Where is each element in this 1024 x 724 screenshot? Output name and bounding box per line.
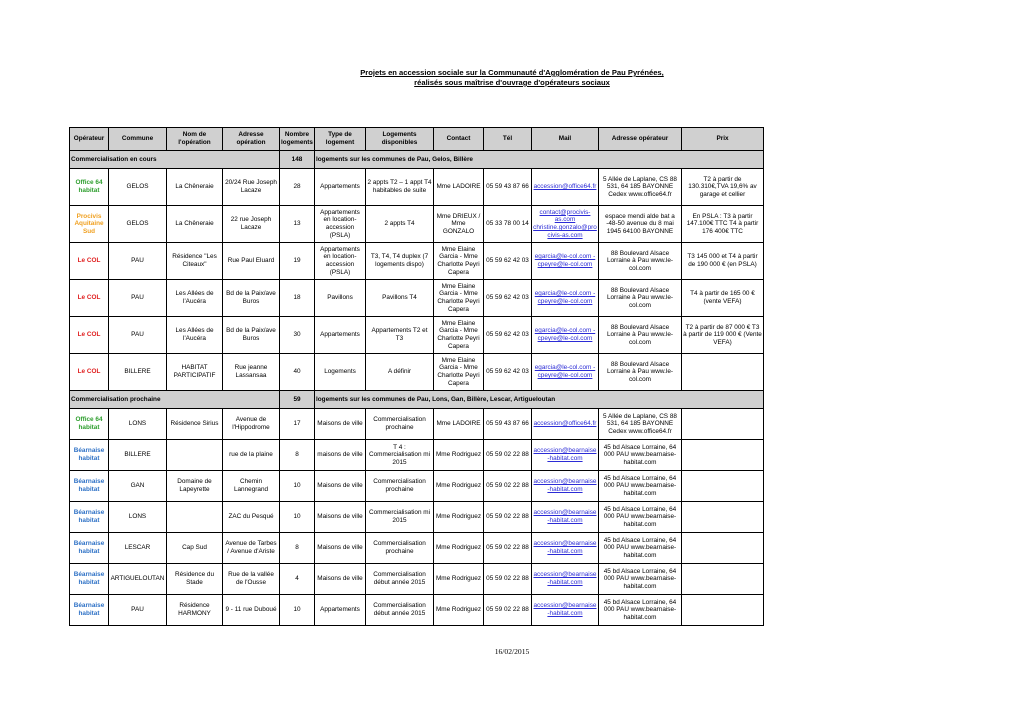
operator-cell: Béarnaise habitat [70,471,109,502]
dispo-cell: T3, T4, T4 duplex (7 logements dispo) [366,243,434,280]
contact-cell: Mme LADOIRE [434,169,484,206]
section-count: 148 [280,151,315,169]
contact-cell: Mme Rodriguez [434,564,484,595]
adresse-cell: Bd de la Paix/ave Buros [223,280,280,317]
nb-cell: 10 [280,471,315,502]
type-cell: Appartements en location-accession (PSLA) [315,206,366,243]
adresse-cell: Avenue de Tarbes / Avenue d'Ariste [223,533,280,564]
column-header: Prix [682,128,764,151]
commune-cell: PAU [109,243,167,280]
column-header: Commune [109,128,167,151]
contact-cell: Mme Rodriguez [434,440,484,471]
email-link[interactable]: accession@office64.fr [532,409,599,440]
contact-cell: Mme Elaine Garcia - Mme Charlotte Peyri Capera [434,280,484,317]
email-link[interactable]: accession@bearnaise-habitat.com [532,471,599,502]
tel-cell: 05 59 43 87 66 [484,409,532,440]
adresse-cell: Chemin Lannegrand [223,471,280,502]
type-cell: Maisons de ville [315,533,366,564]
contact-cell: Mme DRIEUX / Mme GONZALO [434,206,484,243]
dispo-cell: Commercialisation prochaine [366,471,434,502]
type-cell: Maisons de ville [315,409,366,440]
section-label: Commercialisation en cours [70,151,280,169]
dispo-cell: A définir [366,354,434,391]
tel-cell: 05 59 62 42 03 [484,354,532,391]
type-cell: Maisons de ville [315,471,366,502]
tel-cell: 05 59 43 87 66 [484,169,532,206]
projects-table [69,127,764,626]
section-label: Commercialisation prochaine [70,391,280,409]
tel-cell: 05 59 02 22 88 [484,502,532,533]
table-row [70,206,764,243]
nb-cell: 28 [280,169,315,206]
email-link[interactable]: accession@bearnaise-habitat.com [532,502,599,533]
nom-cell: Les Allées de l'Aucéra [167,280,223,317]
type-cell: Maisons de ville [315,564,366,595]
adr-op-cell: 45 bd Alsace Lorraine, 64 000 PAU www.bearnaise-habitat.com [599,595,682,626]
adresse-cell: Rue jeanne Lassansaa [223,354,280,391]
adr-op-cell: 88 Boulevard Alsace Lorraine à Pau www.le-col.com [599,354,682,391]
commune-cell: PAU [109,280,167,317]
tel-cell: 05 59 62 42 03 [484,243,532,280]
email-link[interactable]: egarcia@le-col.com - cpeyre@le-col.com [532,354,599,391]
operator-cell: Le COL [70,243,109,280]
contact-cell: Mme Rodriguez [434,502,484,533]
tel-cell: 05 33 78 00 14 [484,206,532,243]
footer-date: 16/02/2015 [494,647,530,656]
adr-op-cell: 45 bd Alsace Lorraine, 64 000 PAU www.bearnaise-habitat.com [599,564,682,595]
table-row [70,533,764,564]
adr-op-cell: 88 Boulevard Alsace Lorraine à Pau www.le-col.com [599,317,682,354]
operator-cell: Le COL [70,280,109,317]
nom-cell: Les Allées de l'Aucéra [167,317,223,354]
type-cell: Appartements [315,169,366,206]
nb-cell: 10 [280,502,315,533]
title-line-2: réalisés sous maîtrise d'ouvrage d'opérateurs sociaux [414,78,610,87]
table-row [70,317,764,354]
adr-op-cell: 45 bd Alsace Lorraine, 64 000 PAU www.bearnaise-habitat.com [599,502,682,533]
email-link[interactable]: accession@bearnaise-habitat.com [532,564,599,595]
column-header: Mail [532,128,599,151]
section-note: logements sur les communes de Pau, Lons, Gan, Billère, Lescar, Artigueloutan [315,391,764,409]
prix-cell: T2 à partir de 87 000 € T3 à partir de 119 000 € (Vente VEFA) [682,317,764,354]
adresse-cell: ZAC du Pesqué [223,502,280,533]
adr-op-cell: 5 Allée de Laplane, CS 88 531, 64 185 BAYONNE Cedex www.office64.fr [599,169,682,206]
dispo-cell: Commercialisation prochaine [366,409,434,440]
adr-op-cell: espace mendi alde bat a -48-50 avenue du 8 mai 1945 64100 BAYONNE [599,206,682,243]
email-link[interactable]: accession@bearnaise-habitat.com [532,533,599,564]
commune-cell: PAU [109,317,167,354]
commune-cell: PAU [109,595,167,626]
commune-cell: ARTIGUELOUTAN [109,564,167,595]
tel-cell: 05 59 02 22 88 [484,533,532,564]
nom-cell: La Chêneraie [167,206,223,243]
type-cell: maisons de ville [315,440,366,471]
operator-cell: Office 64 habitat [70,169,109,206]
nom-cell [167,502,223,533]
dispo-cell: Commercialisation début année 2015 [366,595,434,626]
title-line-1: Projets en accession sociale sur la Communauté d'Agglomération de Pau Pyrénées, [360,68,664,77]
nb-cell: 4 [280,564,315,595]
table-row [70,502,764,533]
column-header: Tél [484,128,532,151]
prix-cell: T2 à partir de 130.310€,TVA 19,6% av garage et cellier [682,169,764,206]
email-link[interactable]: accession@office64.fr [532,169,599,206]
nb-cell: 10 [280,595,315,626]
prix-cell: T3 145 000 et T4 à partir de 190 000 € (en PSLA) [682,243,764,280]
table-row [70,471,764,502]
prix-cell [682,595,764,626]
adresse-cell: Rue Paul Eluard [223,243,280,280]
operator-cell: Béarnaise habitat [70,564,109,595]
nb-cell: 17 [280,409,315,440]
nom-cell: Cap Sud [167,533,223,564]
dispo-cell: Appartements T2 et T3 [366,317,434,354]
operator-cell: Procivis Aquitaine Sud [70,206,109,243]
contact-cell: Mme Rodriguez [434,533,484,564]
tel-cell: 05 59 62 42 03 [484,280,532,317]
document-title [0,68,1024,88]
section-row [70,391,764,409]
adr-op-cell: 45 bd Alsace Lorraine, 64 000 PAU www.bearnaise-habitat.com [599,533,682,564]
adr-op-cell: 45 bd Alsace Lorraine, 64 000 PAU www.bearnaise-habitat.com [599,440,682,471]
email-link[interactable]: accession@bearnaise-habitat.com [532,595,599,626]
email-link[interactable]: egarcia@le-col.com - cpeyre@le-col.com [532,317,599,354]
nb-cell: 30 [280,317,315,354]
tel-cell: 05 59 02 22 88 [484,471,532,502]
dispo-cell: Commercialisation mi 2015 [366,502,434,533]
column-header: Nom de l'opération [167,128,223,151]
contact-cell: Mme Elaine Garcia - Mme Charlotte Peyri Capera [434,354,484,391]
operator-cell: Le COL [70,317,109,354]
adr-op-cell: 45 bd Alsace Lorraine, 64 000 PAU www.bearnaise-habitat.com [599,471,682,502]
commune-cell: BILLERE [109,354,167,391]
nb-cell: 19 [280,243,315,280]
section-note: logements sur les communes de Pau, Gelos, Billère [315,151,764,169]
column-header: Logements disponibles [366,128,434,151]
type-cell: Appartements [315,595,366,626]
nom-cell: Domaine de Lapeyrette [167,471,223,502]
nom-cell: Résidence Sirius [167,409,223,440]
dispo-cell: Commercialisation début année 2015 [366,564,434,595]
table-row [70,243,764,280]
type-cell: Appartements en location-accession (PSLA) [315,243,366,280]
adr-op-cell: 88 Boulevard Alsace Lorraine à Pau www.le-col.com [599,243,682,280]
dispo-cell: 2 appts T4 [366,206,434,243]
column-header: Type de logement [315,128,366,151]
nb-cell: 8 [280,440,315,471]
adresse-cell: Avenue de l'Hippodrome [223,409,280,440]
table-header [70,128,764,151]
nom-cell [167,440,223,471]
type-cell: Maisons de ville [315,502,366,533]
nb-cell: 40 [280,354,315,391]
tel-cell: 05 59 02 22 88 [484,595,532,626]
commune-cell: GELOS [109,206,167,243]
prix-cell [682,502,764,533]
adr-op-cell: 88 Boulevard Alsace Lorraine à Pau www.le-col.com [599,280,682,317]
contact-cell: Mme LADOIRE [434,409,484,440]
nom-cell: Résidence du Stade [167,564,223,595]
table-row [70,440,764,471]
commune-cell: BILLERE [109,440,167,471]
prix-cell [682,471,764,502]
column-header: Adresse opérateur [599,128,682,151]
adresse-cell: rue de la plaine [223,440,280,471]
operator-cell: Office 64 habitat [70,409,109,440]
table-row [70,169,764,206]
column-header: Adresse opération [223,128,280,151]
tel-cell: 05 59 62 42 03 [484,317,532,354]
operator-cell: Le COL [70,354,109,391]
section-row [70,151,764,169]
email-link[interactable]: egarcia@le-col.com - cpeyre@le-col.com [532,280,599,317]
commune-cell: LONS [109,409,167,440]
contact-cell: Mme Elaine Garcia - Mme Charlotte Peyri Capera [434,317,484,354]
nb-cell: 8 [280,533,315,564]
operator-cell: Béarnaise habitat [70,502,109,533]
column-header: Contact [434,128,484,151]
type-cell: Pavillons [315,280,366,317]
column-header: Opérateur [70,128,109,151]
adresse-cell: 22 rue Joseph Lacaze [223,206,280,243]
commune-cell: LONS [109,502,167,533]
prix-cell: T4 à partir de 165 00 € (vente VEFA) [682,280,764,317]
table-row [70,280,764,317]
email-link[interactable]: egarcia@le-col.com - cpeyre@le-col.com [532,243,599,280]
tel-cell: 05 59 02 22 88 [484,564,532,595]
nom-cell: La Chêneraie [167,169,223,206]
dispo-cell: Commercialisation prochaine [366,533,434,564]
prix-cell: En PSLA : T3 à partir 147.100€ TTC T4 à partir 176 400€ TTC [682,206,764,243]
adresse-cell: 9 - 11 rue Duboué [223,595,280,626]
prix-cell [682,440,764,471]
nb-cell: 13 [280,206,315,243]
nb-cell: 18 [280,280,315,317]
prix-cell [682,564,764,595]
table-row [70,564,764,595]
adresse-cell: Rue de la vallée de l'Ousse [223,564,280,595]
contact-cell: Mme Elaine Garcia - Mme Charlotte Peyri Capera [434,243,484,280]
prix-cell [682,409,764,440]
dispo-cell: T 4 : Commercialisation mi 2015 [366,440,434,471]
nom-cell: Résidence "Les Citeaux" [167,243,223,280]
email-link[interactable]: accession@bearnaise-habitat.com [532,440,599,471]
adresse-cell: Bd de la Paix/ave Buros [223,317,280,354]
column-header: Nombre logements [280,128,315,151]
operator-cell: Béarnaise habitat [70,440,109,471]
table-row [70,595,764,626]
contact-cell: Mme Rodriguez [434,595,484,626]
tel-cell: 05 59 02 22 88 [484,440,532,471]
operator-cell: Béarnaise habitat [70,533,109,564]
type-cell: Appartements [315,317,366,354]
contact-cell: Mme Rodriguez [434,471,484,502]
email-link[interactable]: contact@procivis-as.com christine.gonzalo@procivis-as.com [532,206,599,243]
section-count: 59 [280,391,315,409]
dispo-cell: 2 appts T2 – 1 appt T4 habitables de suite [366,169,434,206]
commune-cell: GAN [109,471,167,502]
table-row [70,409,764,440]
prix-cell [682,354,764,391]
adr-op-cell: 5 Allée de Laplane, CS 88 531, 64 185 BAYONNE Cedex www.office64.fr [599,409,682,440]
operator-cell: Béarnaise habitat [70,595,109,626]
nom-cell: Résidence HARMONY [167,595,223,626]
prix-cell [682,533,764,564]
dispo-cell: Pavillons T4 [366,280,434,317]
type-cell: Logements [315,354,366,391]
adresse-cell: 20/24 Rue Joseph Lacaze [223,169,280,206]
commune-cell: GELOS [109,169,167,206]
commune-cell: LESCAR [109,533,167,564]
nom-cell: HABITAT PARTICIPATIF [167,354,223,391]
table-row [70,354,764,391]
